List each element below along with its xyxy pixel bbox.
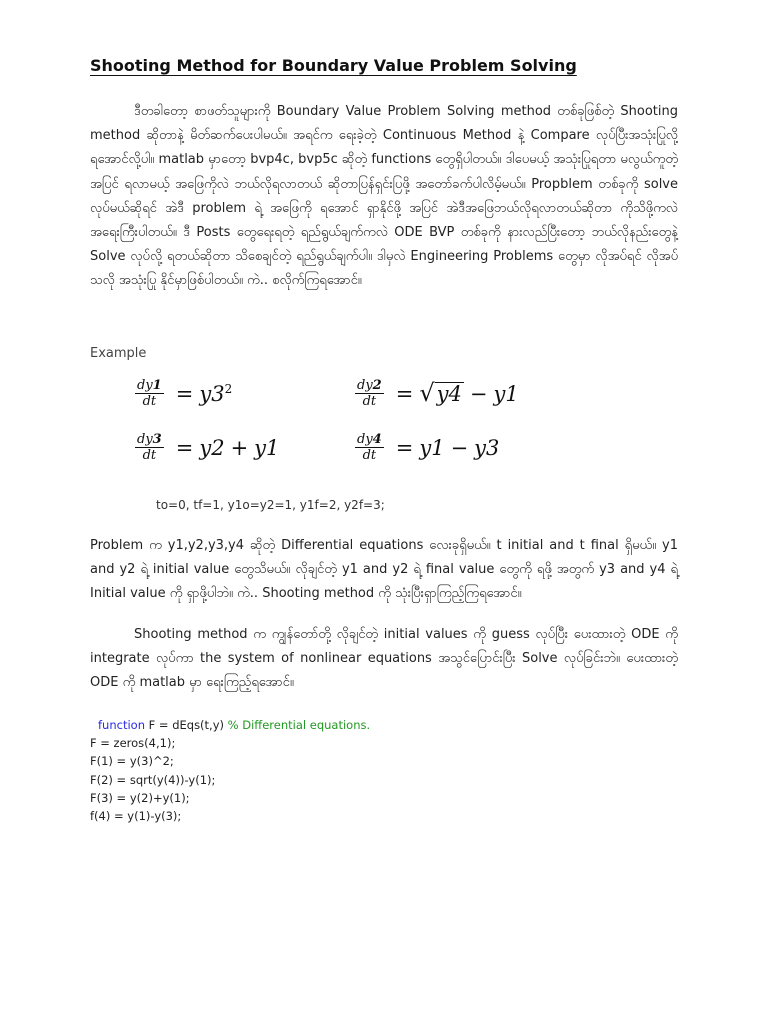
intro-paragraph xyxy=(90,100,678,294)
code-line-function: function F = dEqs(t,y) % Differential equations. xyxy=(98,718,371,732)
square-root: √ y4 xyxy=(419,378,462,407)
derivative-fraction: $\frac{dy2}{dt}$ xyxy=(357,378,382,409)
code-comment: % Differential equations. xyxy=(227,718,371,732)
equation-rhs: = $y3^2$ xyxy=(175,381,233,406)
code-line: F(2) = sqrt(y(4))-y(1); xyxy=(90,772,216,787)
code-keyword: function xyxy=(98,718,145,732)
derivative-fraction: $\frac{dy1}{dt}$ xyxy=(137,378,162,409)
code-line: F(1) = y(3)^2; xyxy=(90,754,174,769)
equation-rhs: = y1 − y3 xyxy=(395,435,500,460)
method-paragraph xyxy=(90,623,678,696)
equation-dy1 xyxy=(135,378,232,409)
code-line: F = zeros(4,1); xyxy=(90,736,176,751)
matlab-code-block xyxy=(90,716,370,825)
equation-dy2 xyxy=(355,378,519,409)
example-label: Example xyxy=(90,346,147,361)
derivative-fraction: $\frac{dy3}{dt}$ xyxy=(137,432,162,463)
derivative-fraction: $\frac{dy4}{dt}$ xyxy=(357,432,382,463)
page-title: Shooting Method for Boundary Value Problem Solving xyxy=(90,56,577,75)
radical-sign-icon: √ xyxy=(419,378,435,407)
boundary-conditions: to=0, tf=1, y1o=y2=1, y1f=2, y2f=3; xyxy=(156,498,385,512)
equation-rhs: = y2 + y1 xyxy=(175,435,280,460)
equation-dy4 xyxy=(355,432,499,463)
intro-paragraph-text: ဒီတခါတော့ စာဖတ်သူများကို Boundary Value Problem Solving method တစ်ခုဖြစ်တဲ့ Shooting method ဆိုတာနဲ့ မိတ်ဆက်ပေးပါမယ်။ အရင်က ရေးခဲ့တဲ့ Continuous Method နဲ့ Compare လုပ်ပြီးအသုံးပြုလို့ ရအောင်လို့ပါ။ matlab မှာတော့ bvp4c, bvp5c ဆိုတဲ့ functions တွေရှိပါတယ်။ ဒါပေမယ့် အသုံးပြုရတာ မလွယ်ကူတဲ့အပြင် ရလာမယ့် အဖြေကိုလဲ ဘယ်လိုရလာတယ် ဆိုတာပြန်ရှင်းပြဖို့ အတော်ခက်ပါလိမ့်မယ်။ Propblem တစ်ခုကို solve လုပ်မယ်ဆိုရင် အဲဒီ problem ရဲ့ အဖြေကို ရအောင် ရှာနိုင်ဖို့ အပြင် အဲဒီအဖြေဘယ်လိုရလာတယ်ဆိုတာ ကိုသိဖို့ကလဲ အရေးကြီးပါတယ်။ ဒီ Posts တွေရေးရတဲ့ ရည်ရွယ်ချက်ကလဲ ODE BVP တစ်ခုကို နားလည်ပြီးတော့ ဘယ်လိုနည်းတွေနဲ့ Solve လုပ်လို့ ရတယ်ဆိုတာ သိစေချင်တဲ့ ရည်ရွယ်ချက်ပါ။ ဒါမှလဲ Engineering Problems တွေမှာ လိုအပ်ရင် လိုအပ်သလို အသုံးပြု နိုင်မှာဖြစ်ပါတယ်။ ကဲ.. စလိုက်ကြရအောင်။ xyxy=(90,104,678,289)
code-line: f(4) = y(1)-y(3); xyxy=(90,809,182,824)
problem-paragraph: Problem က y1,y2,y3,y4 ဆိုတဲ့ Differential equations လေးခုရှိမယ်။ t initial and t final ရှိမယ်။ y1 and y2 ရဲ့ initial value တွေသိမယ်။ လိုချင်တဲ့ y1 and y2 ရဲ့ final value တွေကို ရဖို့ အတွက် y3 and y4 ရဲ့ Initial value ကို ရှာဖို့ပါဘဲ။ ကဲ.. Shooting method ကို သုံးပြီးရှာကြည့်ကြရအောင်။ xyxy=(90,538,678,602)
code-line: F(3) = y(2)+y(1); xyxy=(90,790,190,805)
method-paragraph-text: Shooting method က ကျွန်တော်တို့ လိုချင်တဲ့ initial values ကို guess လုပ်ပြီး ပေးထားတဲ့ ODE ကို integrate လုပ်ကာ the system of nonlinear equations အသွင်ပြောင်းပြီး Solve လုပ်ခြင်းဘဲ။ ပေးထားတဲ့ ODE ကို matlab မှာ ရေးကြည့်ရအောင်။ xyxy=(90,627,678,691)
equation-dy3 xyxy=(135,432,279,463)
equation-rhs: = √ y4 − y1 xyxy=(395,378,519,407)
